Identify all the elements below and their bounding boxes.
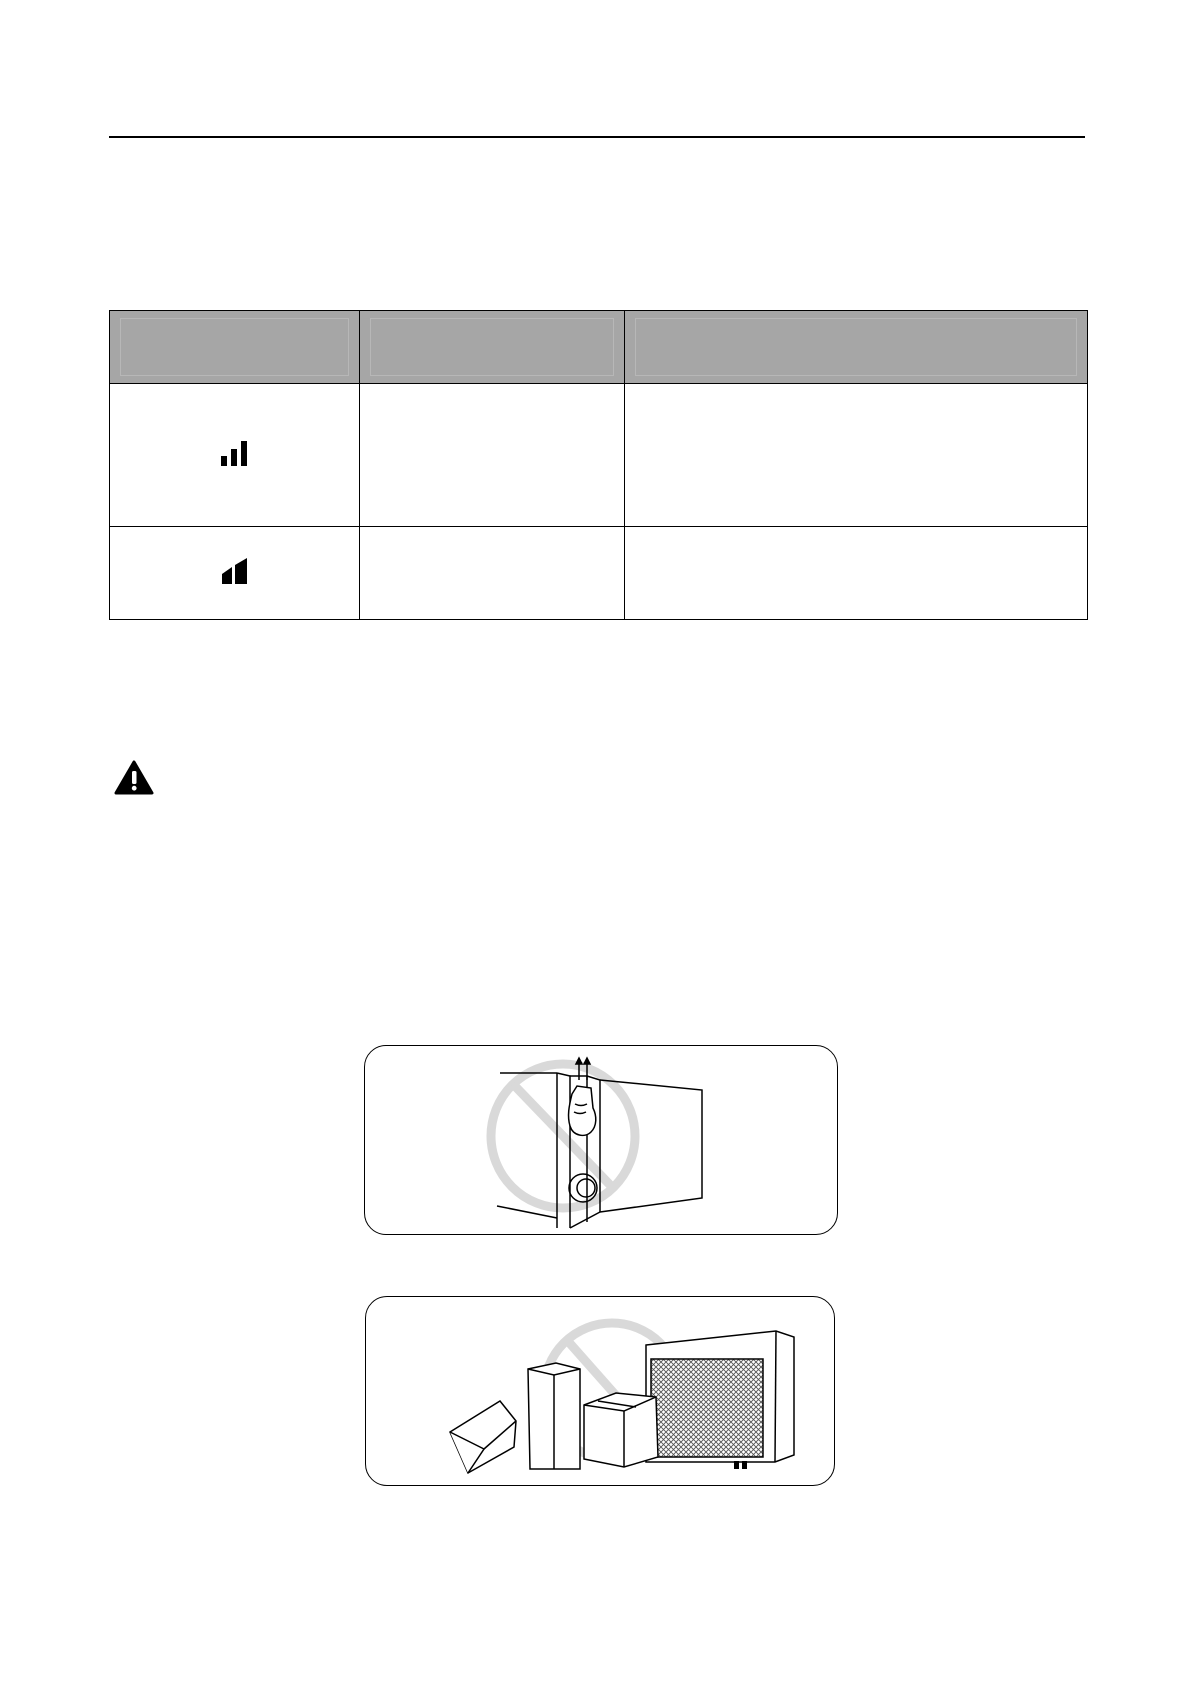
no-obstruction-illustration bbox=[365, 1296, 835, 1486]
table-header-cell bbox=[625, 311, 1088, 384]
table-cell-icon bbox=[110, 384, 360, 527]
table-header-row bbox=[110, 311, 1088, 384]
signal-table bbox=[109, 310, 1088, 620]
table-cell bbox=[625, 384, 1088, 527]
table-row bbox=[110, 527, 1088, 620]
no-hand-lift-illustration bbox=[364, 1045, 838, 1235]
table-header-cell bbox=[110, 311, 360, 384]
signal-strong-icon bbox=[220, 439, 250, 467]
table-cell bbox=[360, 384, 625, 527]
table-cell bbox=[625, 527, 1088, 620]
top-rule bbox=[109, 136, 1085, 138]
warning-icon bbox=[114, 760, 154, 796]
table-row bbox=[110, 384, 1088, 527]
table-cell bbox=[360, 527, 625, 620]
signal-medium-icon bbox=[220, 557, 250, 585]
table-cell-icon bbox=[110, 527, 360, 620]
table-header-cell bbox=[360, 311, 625, 384]
